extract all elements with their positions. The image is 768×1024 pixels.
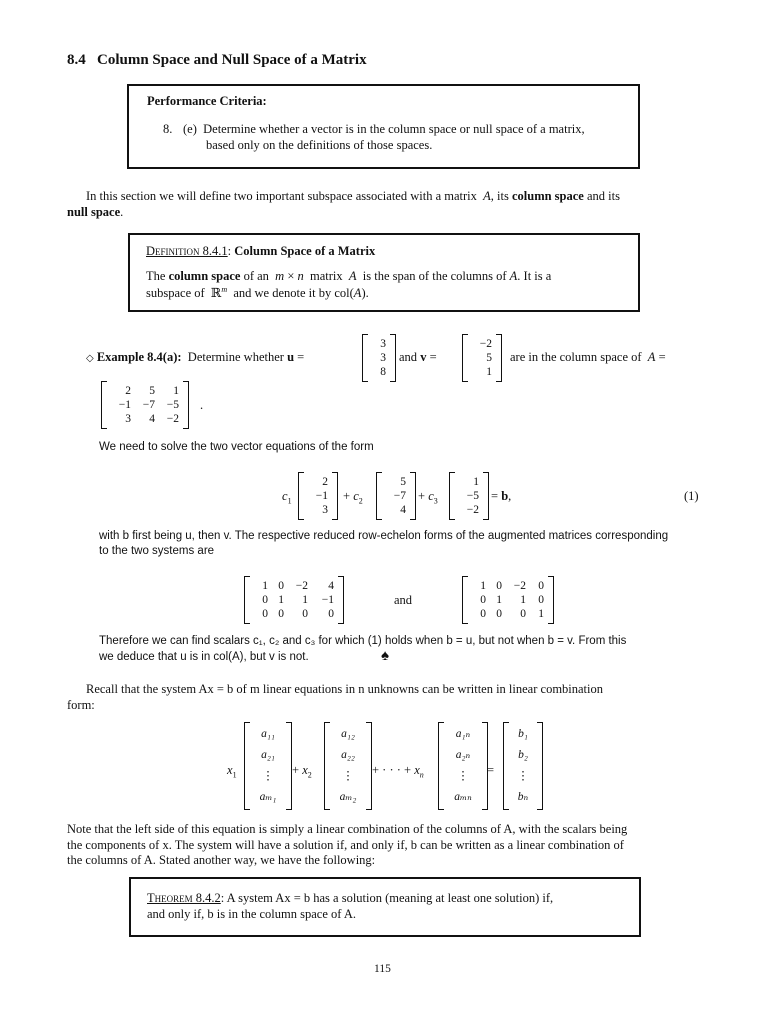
performance-line-2: based only on the definitions of those spaces.: [206, 138, 433, 152]
recall-line-2: form:: [67, 698, 95, 712]
performance-number: 8.: [163, 122, 173, 136]
intro-paragraph-line-1: In this section we will define two important subspace associated with a matrix A, its column space and its: [86, 189, 620, 203]
note-line-3: the columns of A. Stated another way, we have the following:: [67, 853, 376, 867]
eq1-col1: 2 −1 3: [298, 472, 338, 520]
lc-column-2: a₁₂ a₂₂ ⋮ aₘ₂: [324, 722, 372, 810]
lc-dots-xn: + · · · + $x_n$: [372, 763, 424, 780]
eq1-col2: 5 −7 4: [376, 472, 416, 520]
section-title: 8.4 Column Space and Null Space of a Matrix: [67, 52, 367, 68]
spade-icon: ♠: [381, 648, 389, 664]
performance-line-1: (e) Determine whether a vector is in the column space or null space of a matrix,: [183, 122, 585, 136]
example-line: ◇ Example 8.4(a): Determine whether u =: [86, 350, 305, 364]
note-line-2: the components of x. The system will have a solution if, and only if, b can be written as a linear combination of: [67, 838, 624, 852]
rref-and: and: [394, 593, 413, 607]
solve-intro: We need to solve the two vector equations of the form: [99, 441, 374, 453]
with-line-2: to the two systems are: [99, 545, 215, 557]
lc-column-b: b₁ b₂ ⋮ bₙ: [503, 722, 543, 810]
page-number: 115: [374, 963, 391, 975]
note-line-1: Note that the left side of this equation is simply a linear combination of the columns of A, with the scalars being: [67, 822, 628, 836]
rref-matrix-1: 1 0 −2 4 0 1 1 −1 0 0 0 0: [244, 576, 344, 624]
definition-heading: Definition 8.4.1: Column Space of a Matrix: [146, 244, 376, 258]
eq1-col3: 1 −5 −2: [449, 472, 489, 520]
eq1-plus-c2: + $c_2$: [343, 489, 363, 506]
lc-plus-x2: + $x_2$: [292, 763, 312, 780]
theorem-box: [129, 877, 641, 937]
intro-paragraph-line-2: null space.: [67, 205, 124, 219]
lc-column-n: a₁ₙ a₂ₙ ⋮ aₘₙ: [438, 722, 488, 810]
lc-x1: $x_1$: [227, 763, 237, 780]
eq1-plus-c3: + $c_3$: [418, 489, 438, 506]
rref-matrix-2: 1 0 −2 0 0 1 1 0 0 0 0 1: [462, 576, 554, 624]
matrix-A: 2 5 1 −1 −7 −5 3 4 −2: [101, 381, 189, 429]
lc-equals: =: [487, 763, 495, 777]
vector-v: −2 5 1: [462, 334, 502, 382]
theorem-line-1: Theorem 8.4.2: A system Ax = b has a solution (meaning at least one solution) if,: [147, 891, 554, 905]
conclusion-line-1: Therefore we can find scalars c₁, c₂ and c₃ for which (1) holds when b = u, but not when b = v. From this: [99, 635, 627, 647]
performance-criteria-box: [127, 84, 640, 169]
definition-line-1: The column space of an m × n matrix A is the span of the columns of A. It is a: [146, 269, 552, 283]
theorem-line-2: and only if, b is in the column space of A.: [147, 907, 356, 921]
eq1-c1: $c_1$: [282, 489, 292, 506]
eq1-equals-b: = b,: [491, 489, 512, 503]
diamond-icon: ◇: [86, 353, 94, 364]
lc-column-1: a₁₁ a₂₁ ⋮ aₘ₁: [244, 722, 292, 810]
recall-line-1: Recall that the system Ax = b of m linear equations in n unknowns can be written in linear combination: [86, 682, 604, 696]
matrix-A-period: .: [200, 398, 204, 412]
conclusion-line-2: we deduce that u is in col(A), but v is not.: [99, 651, 309, 663]
definition-line-2: subspace of ℝ$^m$ and we denote it by col(A).: [146, 285, 369, 301]
with-line-1: with b first being u, then v. The respective reduced row-echelon forms of the augmented matrices corresponding: [99, 530, 669, 542]
example-and-v: and v =: [399, 350, 437, 364]
vector-u: 3 3 8: [362, 334, 396, 382]
example-column-space-text: are in the column space of A =: [510, 350, 666, 364]
performance-heading: Performance Criteria:: [147, 94, 267, 108]
eq1-label: (1): [684, 489, 699, 503]
definition-box: [128, 233, 640, 312]
